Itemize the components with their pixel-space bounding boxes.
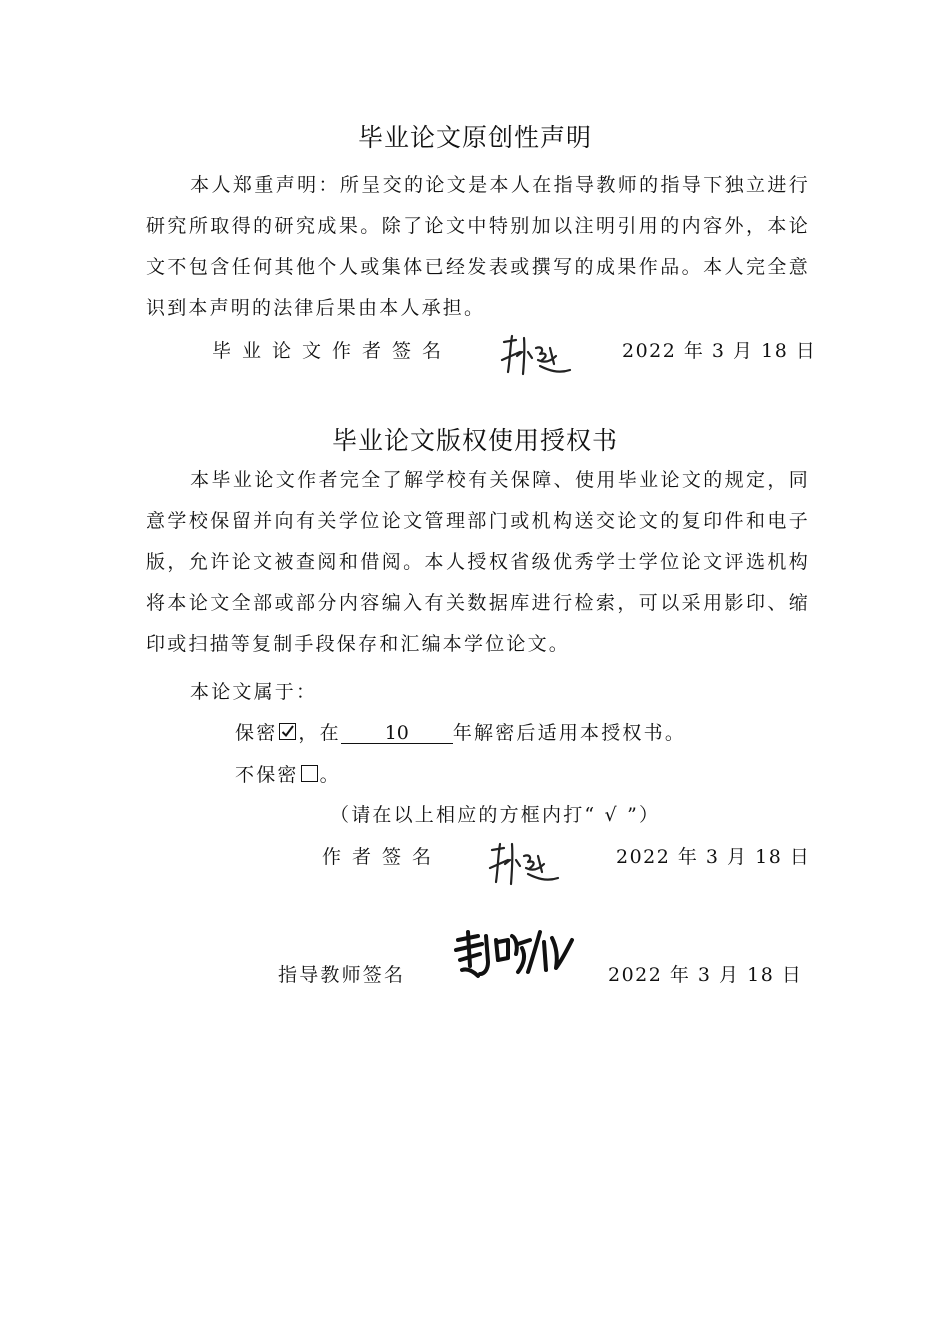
nonsecret-checkbox[interactable] <box>301 765 318 782</box>
advisor-signature <box>452 926 578 982</box>
secret-years-field: 10 <box>341 723 453 744</box>
nonsecret-option <box>235 760 341 787</box>
nonsecret-label: 不保密 <box>235 764 299 786</box>
advisor-sign-label: 指导教师签名 <box>278 964 406 986</box>
declaration-title: 毕业论文原创性声明 <box>357 123 592 152</box>
authorization-body <box>146 460 810 665</box>
secret-option <box>235 718 686 745</box>
advisor-date: 2022 年 3 月 18 日 <box>608 964 803 986</box>
declaration-sign-label: 毕业论文作者签名 <box>212 340 453 362</box>
declaration-text: 本人郑重声明：所呈交的论文是本人在指导教师的指导下独立进行研究所取得的研究成果。除了论文中特别加以注明引用的内容外，本论文不包含任何其他个人或集体已经发表或撰写的成果作品。本人完全意识到本声明的法律后果由本人承担。 <box>146 174 810 319</box>
author-sign-label: 作者签名 <box>322 846 443 868</box>
declaration-date: 2022 年 3 月 18 日 <box>622 340 817 362</box>
checkmark-icon <box>280 724 295 739</box>
authorization-text: 本毕业论文作者完全了解学校有关保障、使用毕业论文的规定，同意学校保留并向有关学位论文管理部门或机构送交论文的复印件和电子版，允许论文被查阅和借阅。本人授权省级优秀学士学位论文评选机构将本论文全部或部分内容编入有关数据库进行检索，可以采用影印、缩印或扫描等复制手段保存和汇编本学位论文。 <box>146 469 810 655</box>
authorization-title: 毕业论文版权使用授权书 <box>331 426 618 455</box>
declaration-body <box>146 165 810 329</box>
author-signature-1 <box>498 330 578 380</box>
belongs-label: 本论文属于： <box>190 681 318 703</box>
secret-mid-text: ，在 <box>298 722 341 744</box>
checkbox-instruction: （请在以上相应的方框内打“ √ ”） <box>330 804 661 826</box>
author-date: 2022 年 3 月 18 日 <box>616 846 811 868</box>
secret-tail-text: 年解密后适用本授权书。 <box>452 722 687 744</box>
secret-checkbox[interactable] <box>279 723 296 740</box>
secret-label: 保密 <box>235 722 278 744</box>
author-signature-2 <box>486 836 566 890</box>
nonsecret-tail-text: 。 <box>319 764 341 786</box>
